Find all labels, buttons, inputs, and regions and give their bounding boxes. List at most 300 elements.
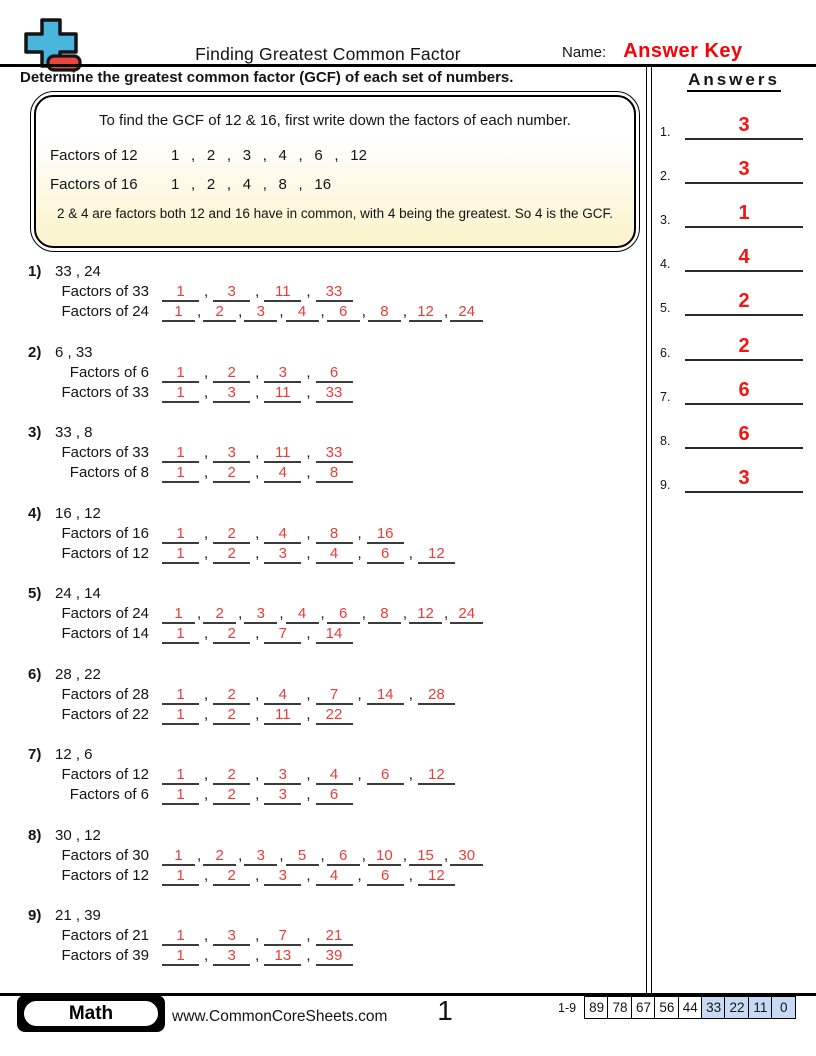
example-box-inner [34,95,636,248]
problem-head [28,826,644,846]
instruction-text: Determine the greatest common factor (GCF) of each set of numbers. [20,69,514,86]
factor-blank: 7 [264,625,301,644]
comma-separator: , [238,303,243,321]
factor-blank: 2 [213,706,250,725]
answer-number: 5. [660,301,671,316]
factor-blank: 3 [244,605,277,624]
problem-item [28,906,644,987]
factor-blank: 6 [327,605,360,624]
factors-label: Factors of 24 [61,605,149,623]
factor-blank: 12 [418,766,455,785]
factor-blank: 1 [162,927,199,946]
problem-number: 4) [28,504,42,522]
score-cell: 78 [607,996,632,1019]
comma-separator: , [444,605,449,623]
problem-number: 5) [28,585,42,602]
factor-blank: 7 [264,927,301,946]
factors-label: Factors of 28 [61,685,149,703]
problem-number: 1) [28,263,42,280]
example-factors-list: 1 , 2 , 3 , 4 , 6 , 12 [171,147,367,164]
comma-separator: , [204,524,209,542]
factor-blank: 24 [450,605,483,624]
comma-separator: , [306,786,311,804]
comma-separator: , [204,866,209,884]
example-factors-list: 1 , 2 , 4 , 8 , 16 [171,176,332,193]
factor-blanks [162,927,353,944]
problem-pair: 24 , 14 [55,585,101,602]
answer-item [652,361,816,405]
factor-blank: 3 [264,867,301,886]
problem-pair: 6 , 33 [55,343,93,361]
answer-key-text: Answer Key [623,40,743,62]
factor-blank: 1 [162,847,195,866]
comma-separator: , [238,846,243,864]
factors-row [28,785,644,805]
comma-separator: , [204,786,209,804]
factor-blank: 12 [418,545,455,564]
factor-blank: 14 [316,625,353,644]
comma-separator: , [306,283,311,301]
answer-blank: 2 [685,289,803,316]
comma-separator: , [361,605,366,623]
factor-blank: 33 [316,444,353,463]
factor-blank: 11 [264,283,301,302]
comma-separator: , [204,444,209,462]
factor-blank: 3 [213,927,250,946]
problems-list [28,262,644,987]
factors-label: Factors of 30 [61,846,149,864]
example-box [30,91,640,252]
answers-title: Answers [652,70,816,90]
score-range-label: 1-9 [558,1000,577,1015]
page-title: Finding Greatest Common Factor [195,44,461,64]
factor-blank: 2 [203,303,236,322]
factor-blank: 1 [162,947,199,966]
factors-row [28,524,644,544]
problem-number: 6) [28,665,42,683]
answer-number: 9. [660,477,671,492]
factors-label: Factors of 6 [69,363,149,381]
comma-separator: , [279,605,284,623]
problem-number: 8) [28,826,42,844]
factors-label: Factors of 33 [61,444,149,462]
factors-label: Factors of 12 [61,866,149,884]
comma-separator: , [204,705,209,723]
factors-row [28,765,644,785]
factor-blanks [162,706,353,723]
factor-blank: 39 [316,947,353,966]
factor-blank: 1 [162,786,199,805]
factor-blank: 1 [162,706,199,725]
comma-separator: , [306,544,311,562]
answer-item [652,96,816,140]
comma-separator: , [255,524,260,542]
answer-blank: 3 [685,466,803,493]
example-conclusion: 2 & 4 are factors both 12 and 16 have in common, with 4 being the greatest. So 4 is the GCF. [56,206,614,221]
score-cell: 22 [724,996,749,1019]
answer-number: 2. [660,169,671,184]
factors-label: Factors of 24 [61,303,149,321]
problem-item [28,262,644,343]
comma-separator: , [402,303,408,321]
answer-blank: 2 [685,334,803,361]
problem-item [28,745,644,826]
factor-blank: 2 [213,625,250,644]
problem-head [28,504,644,524]
factor-blank: 8 [368,303,401,322]
comma-separator: , [255,544,260,562]
factor-blank: 8 [316,464,353,483]
comma-separator: , [306,685,311,703]
score-cell: 67 [631,996,656,1019]
comma-separator: , [255,947,260,965]
factors-row [28,926,644,946]
comma-separator: , [320,846,325,864]
example-factors-label: Factors of 16 [50,176,138,193]
comma-separator: , [255,927,260,945]
factor-blank: 28 [418,686,455,705]
factor-blank: 6 [367,766,404,785]
factor-blank: 3 [244,847,277,866]
factor-blank: 2 [213,464,250,483]
factor-blank: 14 [367,686,404,705]
factor-blank: 11 [264,444,301,463]
factors-row [28,685,644,705]
factor-blank: 1 [162,766,199,785]
answer-number: 4. [660,257,671,272]
factor-blank: 3 [264,786,301,805]
comma-separator: , [255,464,260,482]
answer-item [652,316,816,360]
answer-number: 7. [660,389,671,404]
comma-separator: , [361,303,366,321]
comma-separator: , [204,947,209,965]
comma-separator: , [255,705,260,723]
factors-label: Factors of 8 [69,464,149,482]
factor-blank: 1 [162,625,199,644]
comma-separator: , [306,464,311,482]
comma-separator: , [279,303,284,321]
score-cell: 56 [654,996,679,1019]
comma-separator: , [306,705,311,723]
factor-blank: 6 [316,786,353,805]
factors-row [28,604,644,624]
answer-blank: 3 [685,113,803,140]
answer-item [652,449,816,493]
factor-blank: 3 [213,444,250,463]
comma-separator: , [204,363,209,381]
answer-item [652,140,816,184]
factor-blank: 6 [327,847,360,866]
factor-blank: 3 [264,364,301,383]
factors-label: Factors of 22 [61,705,149,723]
factor-blank: 16 [367,525,404,544]
answers-sidebar [652,0,816,995]
problem-head [28,262,644,282]
answer-item [652,184,816,228]
factors-label: Factors of 12 [61,766,149,784]
comma-separator: , [306,866,311,884]
comma-separator: , [361,846,366,864]
factor-blank: 1 [162,545,199,564]
comma-separator: , [238,605,243,623]
factor-blank: 1 [162,444,199,463]
website-url: www.CommonCoreSheets.com [172,1008,388,1025]
comma-separator: , [306,363,311,381]
factor-blank: 2 [213,686,250,705]
comma-separator: , [306,524,311,542]
factor-blanks [162,464,353,481]
factors-row [28,302,644,322]
factor-blanks [162,625,353,642]
factor-blanks [162,686,455,703]
factor-blanks [162,847,483,864]
score-cell: 89 [584,996,609,1019]
factors-row [28,383,644,403]
answer-item [652,228,816,272]
problem-item [28,343,644,424]
math-badge-label: Math [22,999,160,1028]
factor-blank: 2 [213,525,250,544]
comma-separator: , [255,786,260,804]
comma-separator: , [357,766,362,784]
comma-separator: , [255,363,260,381]
factor-blank: 12 [418,867,455,886]
comma-separator: , [444,846,449,864]
comma-separator: , [444,303,449,321]
comma-separator: , [255,283,260,301]
comma-separator: , [197,605,202,623]
score-area [558,996,796,1019]
score-grid [584,996,796,1019]
comma-separator: , [204,625,209,643]
problem-pair: 33 , 8 [55,424,93,441]
factor-blank: 8 [316,525,353,544]
example-rows [50,141,634,199]
factors-label: Factors of 39 [61,947,149,965]
factor-blanks [162,384,353,401]
comma-separator: , [306,625,311,643]
comma-separator: , [204,544,209,562]
comma-separator: , [320,605,325,623]
factors-row [28,443,644,463]
factor-blank: 22 [316,706,353,725]
comma-separator: , [255,444,260,462]
factor-blanks [162,605,483,622]
example-factor-row [50,141,634,170]
score-cell: 11 [748,996,773,1019]
comma-separator: , [357,544,362,562]
factor-blank: 2 [213,867,250,886]
comma-separator: , [357,866,362,884]
comma-separator: , [306,947,311,965]
comma-separator: , [197,846,202,864]
factors-label: Factors of 14 [61,625,149,643]
comma-separator: , [197,303,202,321]
comma-separator: , [402,846,408,864]
factor-blank: 7 [316,686,353,705]
answer-blank: 6 [685,422,803,449]
comma-separator: , [204,283,209,301]
factor-blank: 3 [213,947,250,966]
factor-blank: 6 [367,545,404,564]
factors-label: Factors of 12 [61,544,149,562]
factors-row [28,846,644,866]
comma-separator: , [402,605,408,623]
problem-head [28,584,644,604]
factors-row [28,363,644,383]
factor-blank: 6 [327,303,360,322]
comma-separator: , [279,846,284,864]
factor-blanks [162,303,483,320]
comma-separator: , [204,383,209,401]
factor-blank: 33 [316,384,353,403]
factor-blank: 2 [203,847,236,866]
math-badge [17,995,165,1032]
comma-separator: , [204,766,209,784]
factor-blank: 2 [213,786,250,805]
answer-blank: 3 [685,157,803,184]
problem-item [28,584,644,665]
factor-blank: 4 [264,525,301,544]
problem-item [28,665,644,746]
problem-head [28,343,644,363]
factor-blanks [162,444,353,461]
factor-blank: 12 [409,303,442,322]
comma-separator: , [204,927,209,945]
factor-blank: 13 [264,947,301,966]
factor-blank: 3 [244,303,277,322]
comma-separator: , [255,766,260,784]
factor-blank: 4 [286,605,319,624]
factor-blank: 30 [450,847,483,866]
factors-label: Factors of 16 [61,524,149,542]
factor-blank: 2 [213,545,250,564]
problem-pair: 33 , 24 [55,263,101,280]
factor-blanks [162,867,455,884]
comma-separator: , [306,383,311,401]
comma-separator: , [255,866,260,884]
answer-item [652,405,816,449]
answer-number: 8. [660,433,671,448]
factor-blank: 1 [162,283,199,302]
problem-item [28,423,644,504]
comma-separator: , [306,766,311,784]
factors-label: Factors of 33 [61,383,149,401]
problem-pair: 30 , 12 [55,826,101,844]
answer-number: 1. [660,125,671,140]
comma-separator: , [306,444,311,462]
comma-separator: , [255,383,260,401]
problem-item [28,826,644,907]
comma-separator: , [255,625,260,643]
factor-blank: 33 [316,283,353,302]
answer-blank: 6 [685,378,803,405]
factors-row [28,463,644,483]
problem-head [28,423,644,443]
factor-blank: 4 [316,867,353,886]
factor-blank: 4 [264,686,301,705]
factor-blank: 1 [162,525,199,544]
factor-blank: 1 [162,686,199,705]
answer-number: 6. [660,345,671,360]
problem-head [28,745,644,765]
factor-blank: 21 [316,927,353,946]
factors-row [28,624,644,644]
problem-pair: 28 , 22 [55,665,101,683]
factors-label: Factors of 33 [61,283,149,301]
comma-separator: , [357,685,362,703]
factor-blank: 3 [264,766,301,785]
answer-blank: 4 [685,245,803,272]
comma-separator: , [357,524,362,542]
example-factors-label: Factors of 12 [50,147,138,164]
score-cell: 33 [701,996,726,1019]
factor-blank: 5 [286,847,319,866]
factor-blanks [162,283,353,300]
factor-blank: 10 [368,847,401,866]
factor-blanks [162,525,404,542]
example-factor-row [50,170,634,199]
factors-row [28,705,644,725]
factor-blank: 15 [409,847,442,866]
factor-blanks [162,947,353,964]
example-intro: To find the GCF of 12 & 16, first write down the factors of each number. [99,112,571,129]
factors-row [28,866,644,886]
problem-head [28,906,644,926]
factors-row [28,946,644,966]
factors-label: Factors of 6 [69,786,149,804]
factor-blank: 4 [264,464,301,483]
problem-pair: 16 , 12 [55,504,101,522]
answer-blank: 1 [685,201,803,228]
problem-pair: 12 , 6 [55,746,93,763]
problem-number: 3) [28,424,42,441]
answer-item [652,272,816,316]
comma-separator: , [204,464,209,482]
answer-number: 3. [660,213,671,228]
factors-row [28,544,644,564]
score-cell: 44 [678,996,703,1019]
factor-blank: 6 [367,867,404,886]
factor-blank: 3 [213,384,250,403]
factor-blank: 11 [264,384,301,403]
factor-blank: 4 [316,766,353,785]
comma-separator: , [255,685,260,703]
factor-blank: 24 [450,303,483,322]
problem-number: 2) [28,343,42,361]
factor-blanks [162,766,455,783]
name-label: Name: [562,44,607,61]
answers-list [652,96,816,493]
factor-blank: 2 [203,605,236,624]
factor-blank: 3 [264,545,301,564]
factor-blank: 12 [409,605,442,624]
factor-blank: 4 [286,303,319,322]
problem-number: 9) [28,907,42,924]
problem-item [28,504,644,585]
comma-separator: , [408,685,413,703]
factor-blank: 4 [316,545,353,564]
comma-separator: , [204,685,209,703]
comma-separator: , [408,866,413,884]
factor-blank: 2 [213,364,250,383]
factor-blank: 1 [162,364,199,383]
factor-blank: 1 [162,867,199,886]
factor-blank: 6 [316,364,353,383]
comma-separator: , [408,766,413,784]
factor-blank: 2 [213,766,250,785]
